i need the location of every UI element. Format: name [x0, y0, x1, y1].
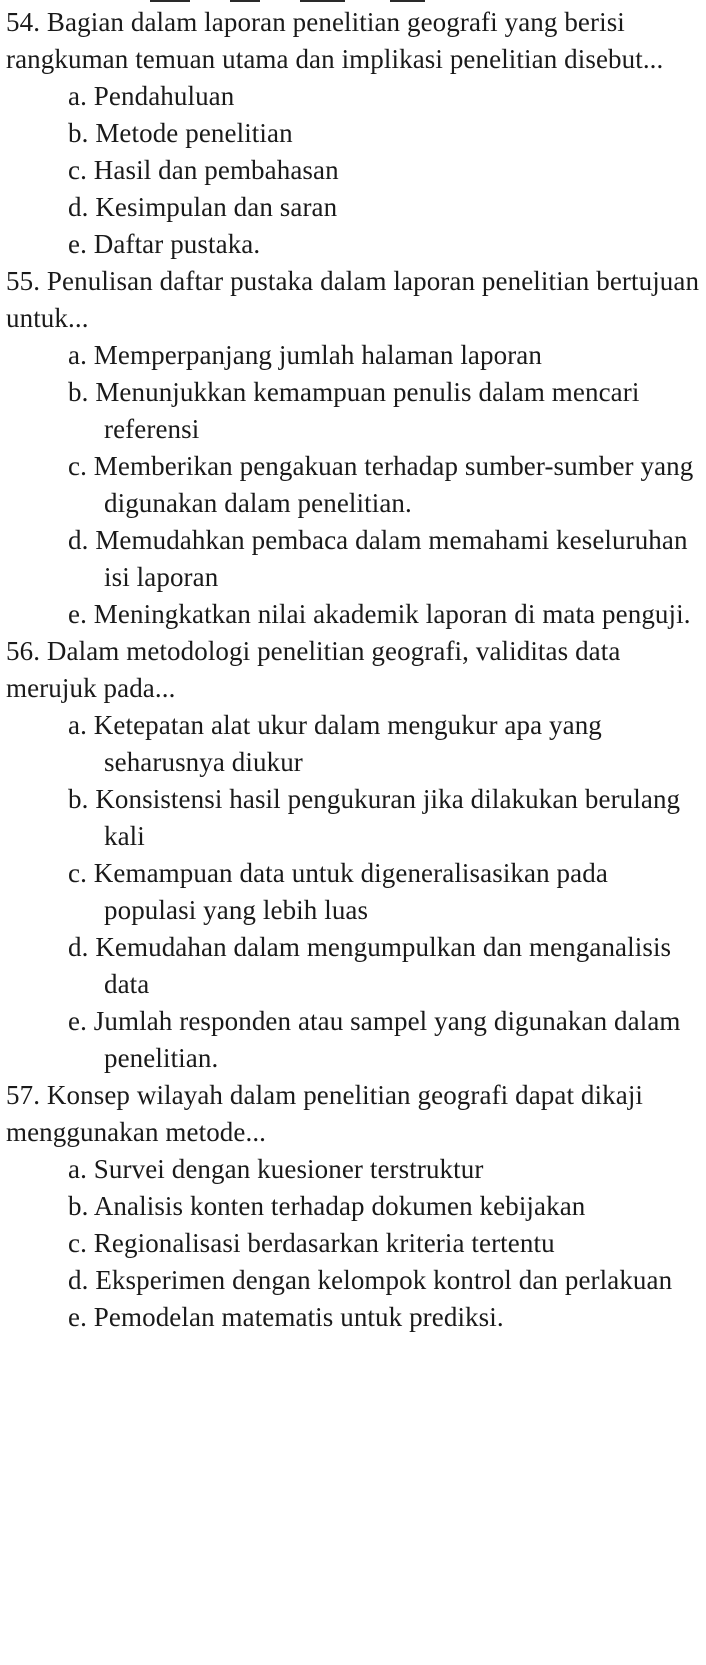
option-b [6, 781, 700, 855]
question-number: 56. [6, 636, 41, 666]
option-e [6, 226, 700, 263]
option-b [6, 1188, 700, 1225]
option-letter: d. [68, 932, 89, 962]
option-list [6, 707, 700, 1077]
option-text: Analisis konten terhadap dokumen kebijakan [93, 1191, 586, 1221]
option-text: Survei dengan kuesioner terstruktur [93, 1154, 484, 1184]
option-e [6, 1299, 700, 1336]
option-c [6, 1225, 700, 1262]
option-c [6, 855, 700, 929]
option-list [6, 337, 700, 633]
question-57 [6, 1077, 700, 1336]
question-stem [6, 1077, 700, 1151]
option-text: Meningkatkan nilai akademik laporan di mata penguji. [93, 599, 691, 629]
option-e [6, 1003, 700, 1077]
option-c [6, 448, 700, 522]
option-letter: a. [68, 340, 87, 370]
option-text: Pendahuluan [93, 81, 235, 111]
option-a [6, 337, 700, 374]
option-letter: b. [68, 118, 89, 148]
option-text: Ketepatan alat ukur dalam mengukur apa yang seharusnya diukur [93, 710, 602, 777]
question-text: Penulisan daftar pustaka dalam laporan penelitian bertujuan untuk... [6, 266, 700, 333]
option-letter: a. [68, 81, 87, 111]
option-letter: e. [68, 1302, 87, 1332]
option-b [6, 115, 700, 152]
option-d [6, 189, 700, 226]
option-e [6, 596, 700, 633]
option-letter: c. [68, 155, 87, 185]
option-letter: d. [68, 192, 89, 222]
option-text: Memudahkan pembaca dalam memahami keseluruhan isi laporan [95, 525, 688, 592]
question-list [6, 4, 700, 1336]
option-d [6, 1262, 700, 1299]
option-letter: e. [68, 1006, 87, 1036]
question-text: Konsep wilayah dalam penelitian geografi dapat dikaji menggunakan metode... [6, 1080, 644, 1147]
option-d [6, 522, 700, 596]
option-letter: b. [68, 377, 89, 407]
option-list [6, 78, 700, 263]
option-letter: c. [68, 858, 87, 888]
option-text: Pemodelan matematis untuk prediksi. [93, 1302, 504, 1332]
option-text: Memberikan pengakuan terhadap sumber-sumber yang digunakan dalam penelitian. [93, 451, 694, 518]
option-text: Regionalisasi berdasarkan kriteria tertentu [93, 1228, 555, 1258]
option-text: Metode penelitian [95, 118, 293, 148]
question-stem [6, 4, 700, 78]
option-text: Eksperimen dengan kelompok kontrol dan perlakuan [95, 1265, 673, 1295]
question-56 [6, 633, 700, 1077]
option-d [6, 929, 700, 1003]
option-letter: c. [68, 451, 87, 481]
option-text: Kesimpulan dan saran [95, 192, 338, 222]
option-letter: a. [68, 710, 87, 740]
question-text: Bagian dalam laporan penelitian geografi yang berisi rangkuman temuan utama dan implikasi penelitian disebut... [6, 7, 664, 74]
question-stem [6, 633, 700, 707]
option-text: Memperpanjang jumlah halaman laporan [93, 340, 542, 370]
option-a [6, 707, 700, 781]
option-a [6, 1151, 700, 1188]
question-55 [6, 263, 700, 633]
option-b [6, 374, 700, 448]
option-letter: e. [68, 229, 87, 259]
option-a [6, 78, 700, 115]
option-text: Hasil dan pembahasan [93, 155, 339, 185]
option-letter: a. [68, 1154, 87, 1184]
question-number: 57. [6, 1080, 41, 1110]
question-number: 54. [6, 7, 41, 37]
option-text: Menunjukkan kemampuan penulis dalam mencari referensi [95, 377, 640, 444]
option-letter: d. [68, 1265, 89, 1295]
option-letter: c. [68, 1228, 87, 1258]
question-number: 55. [6, 266, 41, 296]
question-54 [6, 4, 700, 263]
option-letter: e. [68, 599, 87, 629]
option-list [6, 1151, 700, 1336]
option-text: Jumlah responden atau sampel yang digunakan dalam penelitian. [93, 1006, 681, 1073]
option-text: Kemudahan dalam mengumpulkan dan menganalisis data [95, 932, 672, 999]
option-text: Daftar pustaka. [93, 229, 261, 259]
option-c [6, 152, 700, 189]
question-text: Dalam metodologi penelitian geografi, validitas data merujuk pada... [6, 636, 621, 703]
option-text: Konsistensi hasil pengukuran jika dilakukan berulang kali [95, 784, 681, 851]
option-letter: d. [68, 525, 89, 555]
option-letter: b. [68, 1191, 89, 1221]
option-text: Kemampuan data untuk digeneralisasikan pada populasi yang lebih luas [93, 858, 608, 925]
question-stem [6, 263, 700, 337]
option-letter: b. [68, 784, 89, 814]
